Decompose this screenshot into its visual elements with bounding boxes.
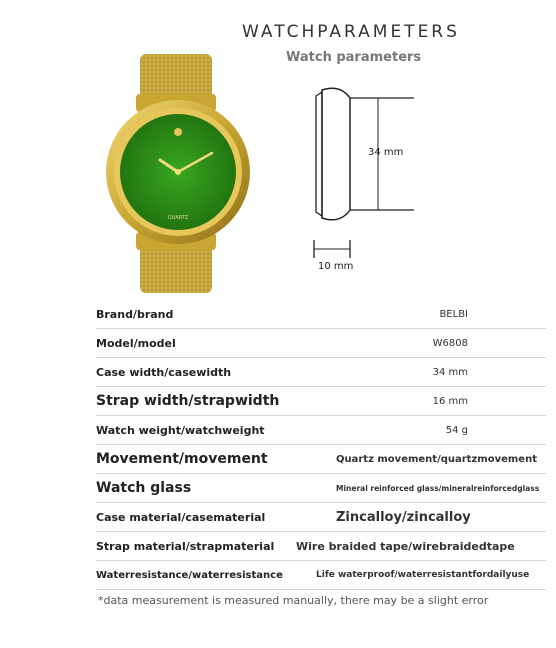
spec-value: 54 g bbox=[445, 424, 468, 436]
dial-text: QUARTZ bbox=[167, 215, 189, 221]
spec-label: Watch glass bbox=[96, 480, 192, 496]
height-dimension-label: 34 mm bbox=[368, 147, 404, 158]
table-row bbox=[96, 445, 546, 474]
spec-value: Mineral reinforced glass/mineralreinforcedglass bbox=[336, 483, 540, 493]
spec-value: Wire braided tape/wirebraidedtape bbox=[296, 539, 515, 553]
spec-label: Strap width/strapwidth bbox=[96, 393, 280, 409]
table-row bbox=[96, 300, 546, 329]
watch-image bbox=[98, 52, 258, 297]
dimension-diagram bbox=[300, 80, 430, 280]
spec-value: 16 mm bbox=[432, 395, 468, 407]
spec-value: Zincalloy/zincalloy bbox=[336, 509, 471, 525]
spec-value: W6808 bbox=[432, 337, 468, 349]
table-row bbox=[96, 474, 546, 503]
page-title: WATCHPARAMETERS bbox=[242, 22, 460, 42]
width-dimension-label: 10 mm bbox=[318, 261, 354, 272]
table-row bbox=[96, 358, 546, 387]
table-row bbox=[96, 561, 546, 590]
table-row bbox=[96, 503, 546, 532]
page-subtitle: Watch parameters bbox=[286, 50, 422, 65]
table-row bbox=[96, 532, 546, 561]
spec-label: Waterresistance/waterresistance bbox=[96, 569, 283, 581]
spec-label: Case width/casewidth bbox=[96, 365, 232, 379]
table-row bbox=[96, 387, 546, 416]
spec-label: Brand/brand bbox=[96, 307, 174, 321]
specs-table bbox=[96, 300, 546, 590]
spec-label: Watch weight/watchweight bbox=[96, 423, 265, 437]
table-row bbox=[96, 416, 546, 445]
spec-label: Model/model bbox=[96, 336, 176, 350]
spec-value: BELBI bbox=[439, 308, 468, 320]
spec-value: Life waterproof/waterresistantfordailyuse bbox=[316, 570, 530, 580]
spec-label: Case material/casematerial bbox=[96, 510, 266, 524]
measurement-note: *data measurement is measured manually, there may be a slight error bbox=[98, 594, 489, 607]
spec-label: Strap material/strapmaterial bbox=[96, 539, 275, 553]
table-row bbox=[96, 329, 546, 358]
spec-value: Quartz movement/quartzmovement bbox=[336, 453, 537, 465]
spec-label: Movement/movement bbox=[96, 451, 268, 467]
spec-value: 34 mm bbox=[432, 366, 468, 378]
